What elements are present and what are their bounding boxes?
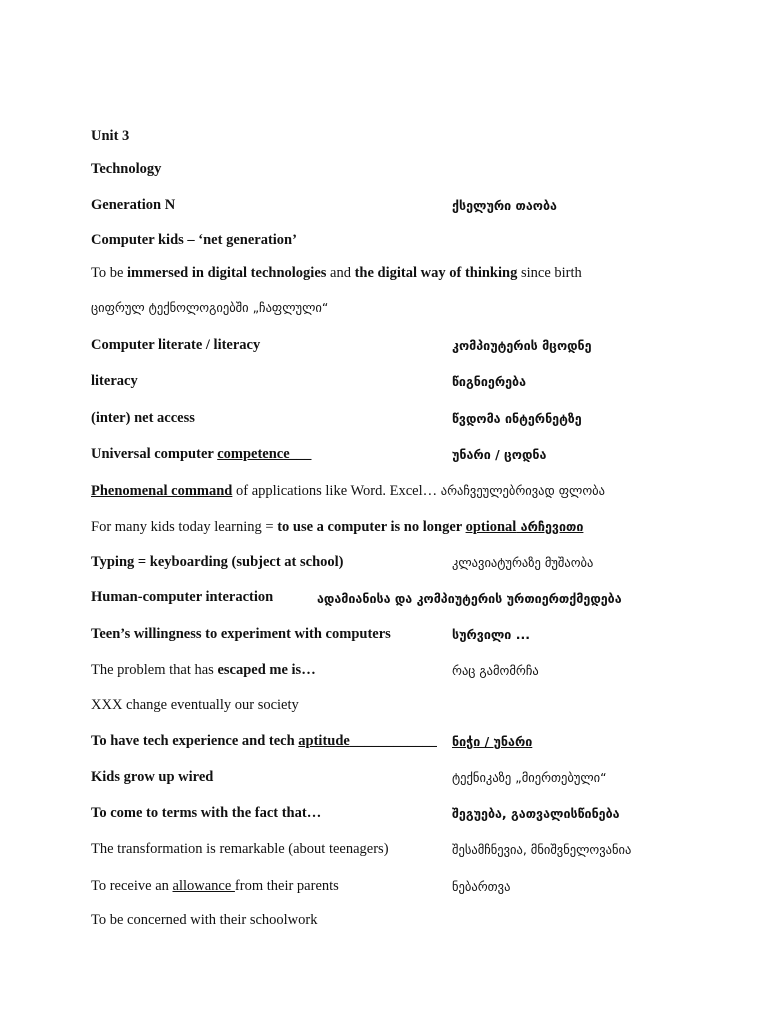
escaped-part-1: The problem that has (91, 662, 218, 678)
term-concerned: To be concerned with their schoolwork (91, 912, 318, 928)
phenomenal-part-2: of applications like Word. Excel… (232, 483, 441, 499)
translation-wired: ტექნიკაზე „მიერთებული“ (452, 770, 607, 785)
optional-part-3: optional (465, 519, 517, 535)
translation-hci: ადამიანისა და კომპიუტერის ურთიერთქმედება (317, 591, 622, 606)
term-allowance (91, 877, 339, 895)
immersed-part-2: immersed in digital technologies (127, 265, 327, 281)
term-optional (91, 518, 583, 536)
translation-allowance: ნებართვა (452, 879, 511, 894)
term-typing: Typing = keyboarding (subject at school) (91, 554, 344, 570)
immersed-part-1: To be (91, 265, 128, 281)
term-xxx: XXX change eventually our society (91, 697, 299, 713)
term-net-access: (inter) net access (91, 410, 195, 426)
term-universal-competence (91, 445, 311, 463)
translation-escaped: რაც გამომრჩა (452, 663, 539, 678)
translation-willingness: სურვილი ... (452, 627, 530, 642)
topic-heading: Technology (91, 161, 162, 177)
translation-generation-n: ქსელური თაობა (452, 198, 557, 213)
translation-transformation: შესამჩნევია, მნიშვნელოვანია (452, 842, 632, 857)
term-hci: Human-computer interaction (91, 589, 274, 605)
term-aptitude (91, 732, 437, 750)
universal-part-1: Universal computer (91, 446, 218, 462)
term-computer-literate: Computer literate / literacy (91, 337, 261, 353)
term-phenomenal-command (91, 482, 605, 500)
term-escaped (91, 661, 316, 679)
aptitude-part-1: To have tech experience and tech (91, 733, 299, 749)
allowance-part-3: from their parents (234, 878, 339, 894)
optional-part-2: to use a computer is no longer (277, 519, 466, 535)
translation-aptitude: ნიჭი / უნარი (452, 734, 533, 749)
translation-literacy: წიგნიერება (452, 374, 527, 389)
immersed-part-4: the digital way of thinking (354, 265, 518, 281)
allowance-part-2: allowance (172, 878, 235, 894)
translation-typing: კლავიატურაზე მუშაობა (452, 555, 594, 570)
term-immersed (91, 264, 582, 282)
translation-come-to-terms: შეგუება, გათვალისწინება (452, 806, 620, 821)
term-computer-kids: Computer kids – ‘net generation’ (91, 232, 297, 248)
allowance-part-1: To receive an (91, 878, 173, 894)
immersed-part-3: and (326, 265, 355, 281)
optional-part-1: For many kids today learning = (91, 519, 278, 535)
term-wired: Kids grow up wired (91, 769, 214, 785)
phenomenal-part-1: Phenomenal command (91, 483, 233, 499)
aptitude-part-2: aptitude (298, 733, 350, 749)
unit-heading: Unit 3 (91, 128, 130, 144)
translation-universal-competence: უნარი / ცოდნა (452, 447, 547, 462)
term-come-to-terms: To come to terms with the fact that… (91, 805, 322, 821)
escaped-part-2: escaped me is… (217, 662, 316, 678)
aptitude-part-3: ____________ (349, 733, 437, 749)
term-generation-n: Generation N (91, 197, 176, 213)
translation-computer-literate: კომპიუტერის მცოდნე (452, 338, 592, 353)
term-transformation: The transformation is remarkable (about teenagers) (91, 841, 389, 857)
optional-translation: არჩევითი (516, 519, 584, 534)
universal-part-2: competence___ (217, 446, 312, 462)
phenomenal-translation: არაჩვეულებრივად ფლობა (440, 483, 605, 498)
term-willingness: Teen’s willingness to experiment with computers (91, 626, 391, 642)
translation-net-access: წვდომა ინტერნეტზე (452, 411, 582, 426)
term-literacy: literacy (91, 373, 138, 389)
immersed-part-5: since birth (517, 265, 582, 281)
translation-immersed: ციფრულ ტექნოლოგიებში „ჩაფლული“ (91, 300, 329, 315)
